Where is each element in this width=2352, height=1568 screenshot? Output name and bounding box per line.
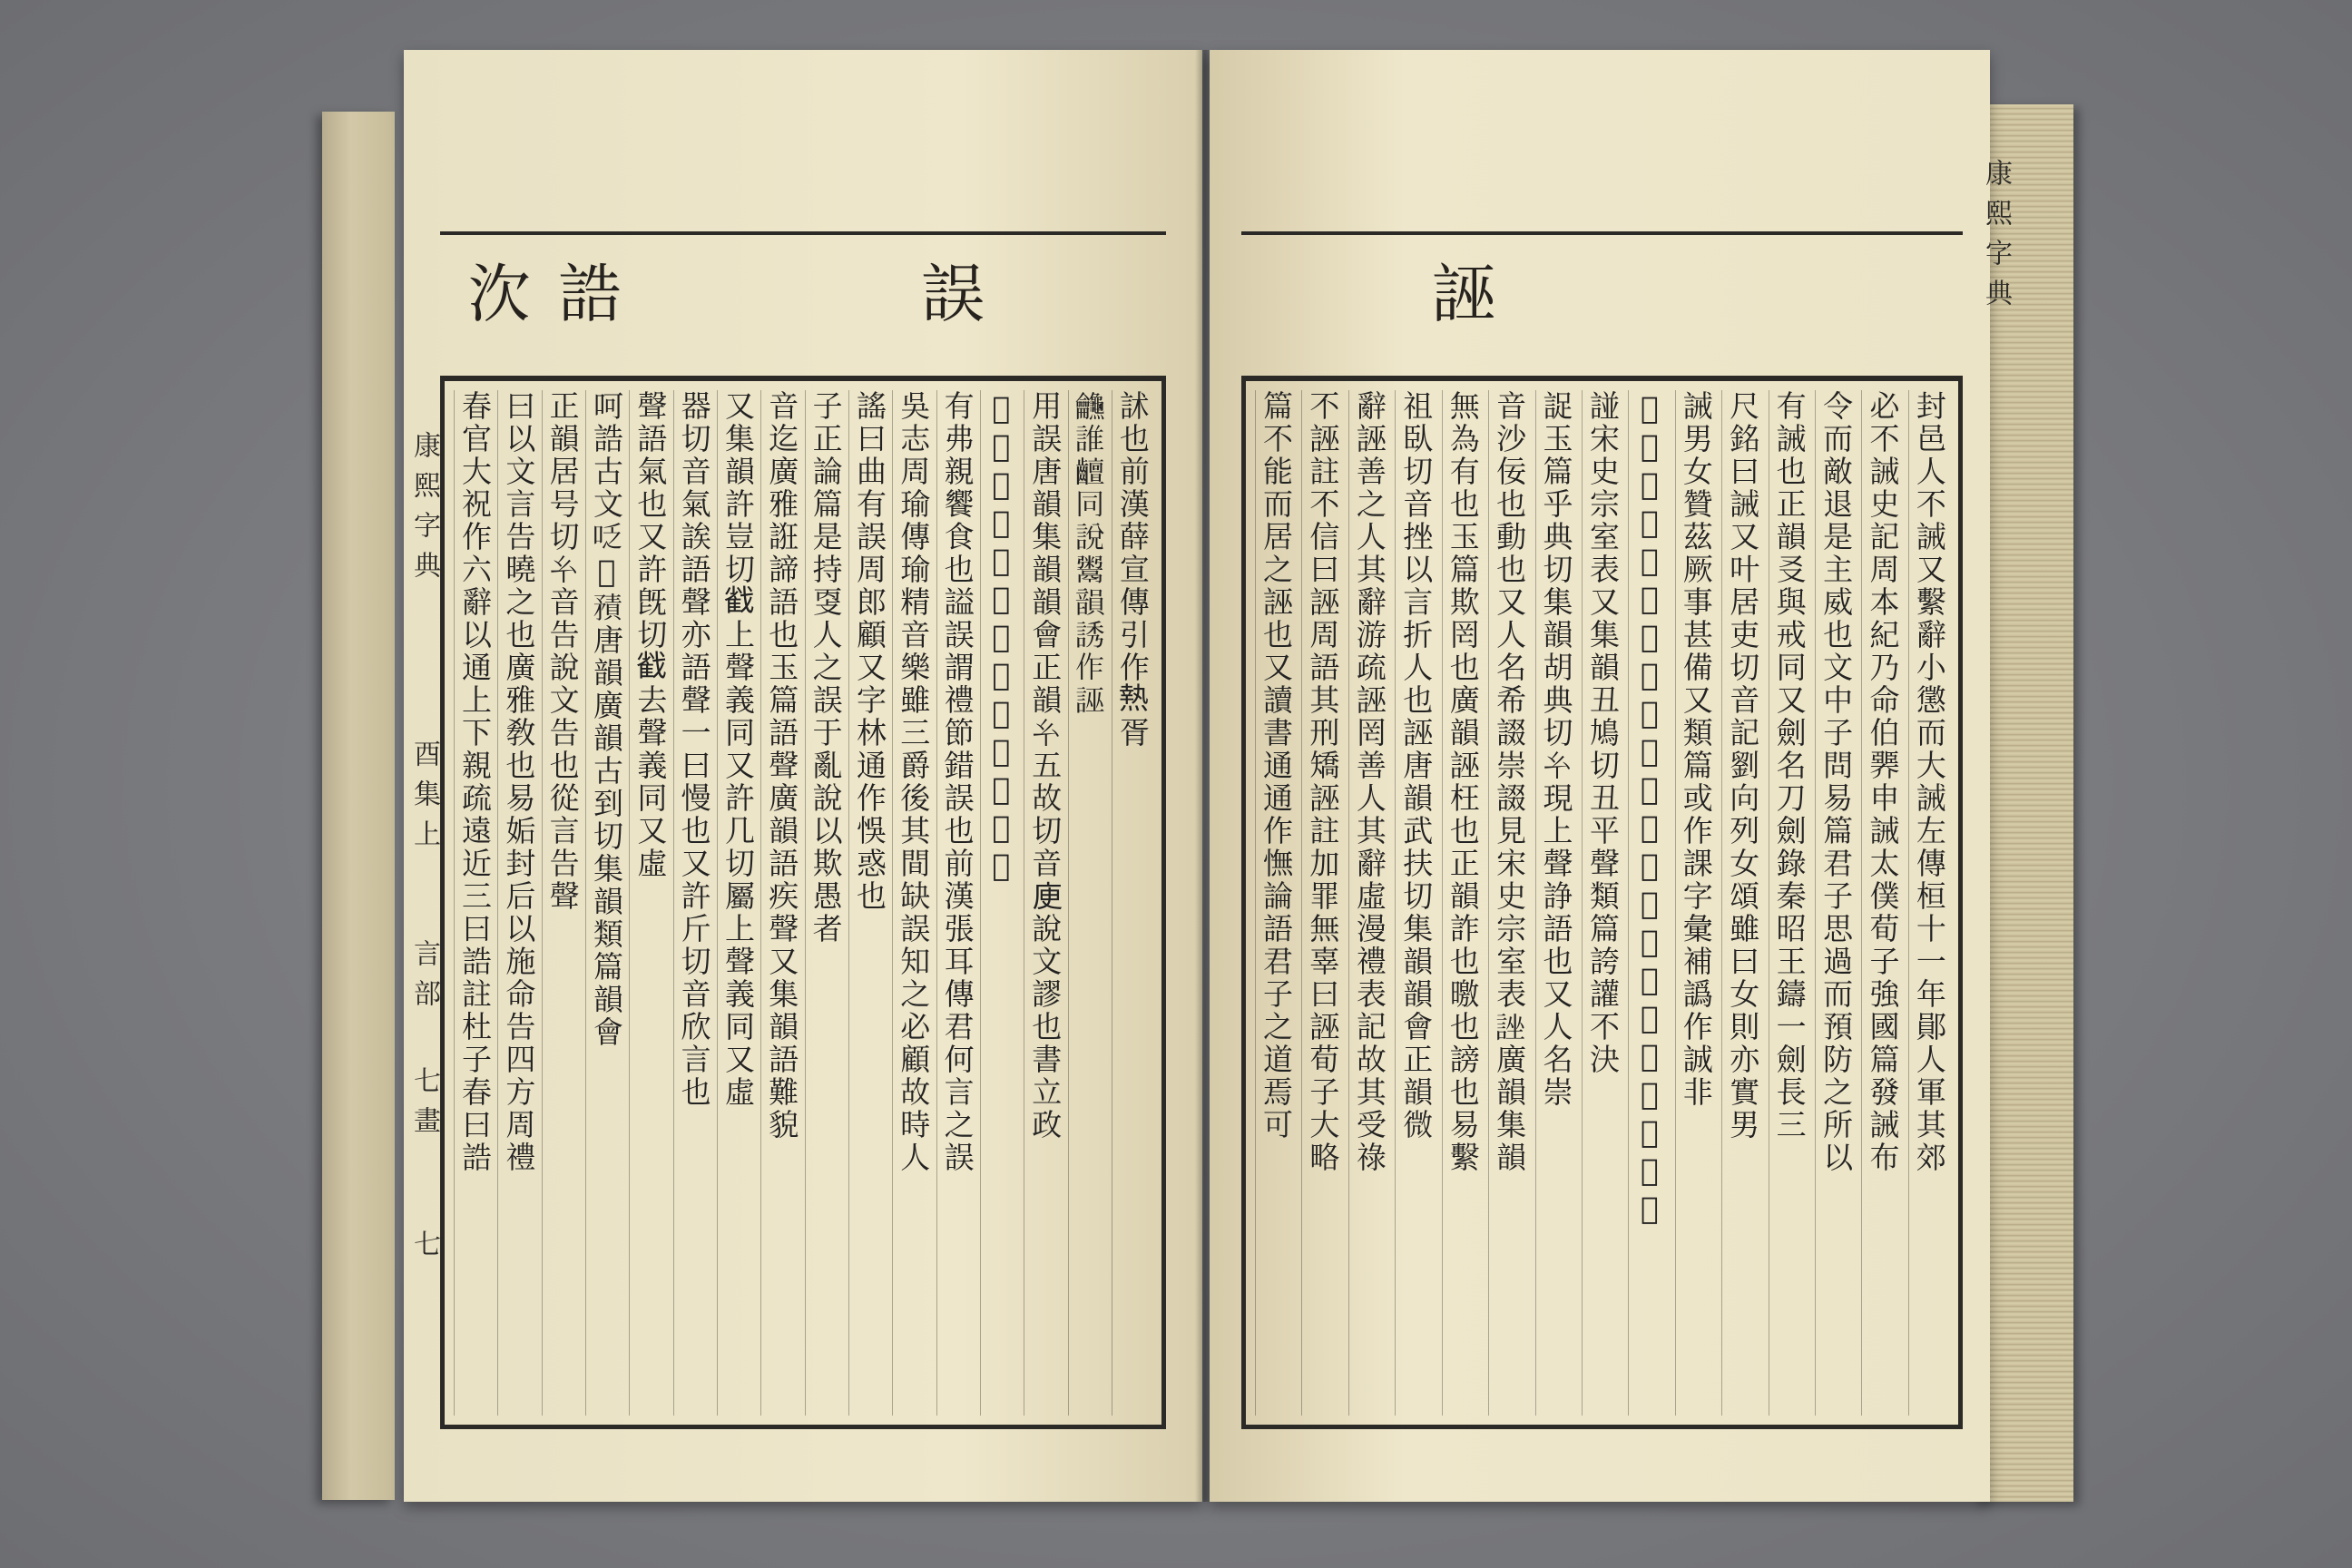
- text-column: 春官大祝作六辭以通上下親疏遠近三曰誥註杜子春曰誥: [454, 390, 495, 1416]
- left-folio: [404, 1230, 444, 1269]
- left-page: [404, 50, 1202, 1502]
- left-running-head: [404, 431, 444, 591]
- book-title: 康熙字典: [1980, 159, 2012, 318]
- text-column: 篇不能而居之誣也又讀書通通作憮論語君子之道焉可: [1255, 390, 1296, 1416]
- text-column: 吳志周瑜傳瑜精音樂雖三爵後其間缺誤知之必顧故時人: [892, 390, 933, 1416]
- seal-character: 誣: [1432, 257, 1503, 331]
- text-column: 尺銘曰誡又叶居吏切音記劉向列女頌雖曰女則亦實男: [1721, 390, 1762, 1416]
- left-radical-label: [404, 939, 444, 1019]
- text-column: 呵誥古文𠰏𥏭𥎍唐韻廣韻古到切集韻類篇韻會: [585, 390, 626, 1416]
- seal-character-2: 誥: [558, 257, 629, 331]
- text-column: 諩宋史宗室表又集韻丑鳩切丑平聲類篇誇讙不決: [1582, 390, 1622, 1416]
- book-left-edge: [322, 112, 395, 1500]
- right-text-columns: [1255, 390, 1949, 1416]
- text-column: 必不誡史記周本紀乃命伯臩申誡太僕荀子強國篇發誡布: [1861, 390, 1902, 1416]
- text-column: 無為有也玉篇欺罔也廣韻誣枉也正韻詐也曒也謗也易繫: [1442, 390, 1483, 1416]
- text-column: 令而敵退是主威也文中子問易篇君子思過而預防之所以: [1815, 390, 1856, 1416]
- book-title: 康熙字典: [408, 431, 440, 591]
- text-column: 䛤玉篇乎典切集韻胡典切𢆯現上聲諍語也又人名崇: [1535, 390, 1576, 1416]
- text-column: 祖臥切音挫以言折人也誣唐韻武扶切集韻韻會正韻微: [1395, 390, 1436, 1416]
- text-column: 用誤唐韻集韻韻會正韻𢆯五故切音𢈔說文謬也書立政: [1024, 390, 1064, 1416]
- text-column: 子正論篇是持㪅人之誤于亂說以欺愚者: [805, 390, 846, 1416]
- right-header-band: [1241, 231, 1963, 380]
- text-column: 曰以文言告曉之也廣雅敎也易姤封后以施命告四方周禮: [497, 390, 538, 1416]
- right-text-frame: [1241, 377, 1963, 1429]
- text-column: 𪛖誰𪙵同說鬻韻誘作誣: [1068, 390, 1109, 1416]
- text-column: 封邑人不誡又繫辭小懲而大誡左傳桓十一年鄖人軍其郊: [1908, 390, 1949, 1416]
- text-column: 辭誣善之人其辭游疏誣罔善人其辭虛漫禮表記故其受祿: [1348, 390, 1389, 1416]
- text-column: 音迄廣雅誑諦語也玉篇語聲廣韻語疾聲又集韻語難貌: [760, 390, 801, 1416]
- text-column: 不誣註不信曰誣周語其刑矯誣註加罪無辜曰誣荀子大略: [1301, 390, 1342, 1416]
- seal-character-3: 㳄: [467, 257, 538, 331]
- text-column: 聲語氣也又許旣切𢧵去聲義同又虛: [629, 390, 670, 1416]
- section-name: 酉集上: [408, 740, 440, 859]
- seal-character-1: 誤: [921, 257, 992, 331]
- text-column: 謠曰曲有誤周郎顧又字林通作悞惑也: [848, 390, 889, 1416]
- left-header-band: [440, 231, 1166, 380]
- text-column: 有弗親饗食也謚誤謂禮節錯誤也前漢張耳傳君何言之誤: [936, 390, 977, 1416]
- text-column: 𫿲誤其勿誤于庶獄庶愼惟正之: [980, 390, 1021, 1416]
- text-column: 誡男女贊茲厥事甚備又類篇或作課字彙補譌作誠非: [1675, 390, 1716, 1416]
- open-book: [322, 50, 2073, 1520]
- text-column: 器切音氣誒語聲亦語聲一曰慢也又許斤切音欣言也: [673, 390, 714, 1416]
- text-column: 正韻居号切𢆯音告說文告也從言告聲: [542, 390, 583, 1416]
- left-section-label: [404, 740, 444, 859]
- folio-number: 七: [408, 1230, 440, 1269]
- radical-name: 言部: [408, 939, 440, 1019]
- left-stroke-label: [404, 1066, 444, 1146]
- text-column: 有誡也正韻㕛與戒同又劍名刀劍錄秦昭王鑄一劍長三: [1769, 390, 1809, 1416]
- right-page: [1210, 50, 2012, 1502]
- left-text-columns: [454, 390, 1152, 1416]
- right-running-head: [1975, 159, 2015, 318]
- stroke-count: 七畫: [408, 1066, 440, 1146]
- text-column: 又集韻許豈切𢧵上聲義同又許几切屬上聲義同又虛: [717, 390, 758, 1416]
- text-column: 訹也前漢薛宣傳引作𤍠胥: [1112, 390, 1152, 1416]
- text-column: 音沙佞也動也又人名希諁崇諁見宋史宗室表𧨀廣韻集韻: [1488, 390, 1529, 1416]
- left-text-frame: [440, 377, 1166, 1429]
- text-column: 𧦬玉篇四丁切集韻滂丁切𢆯音俜言也又人名崇諵見: [1628, 390, 1669, 1416]
